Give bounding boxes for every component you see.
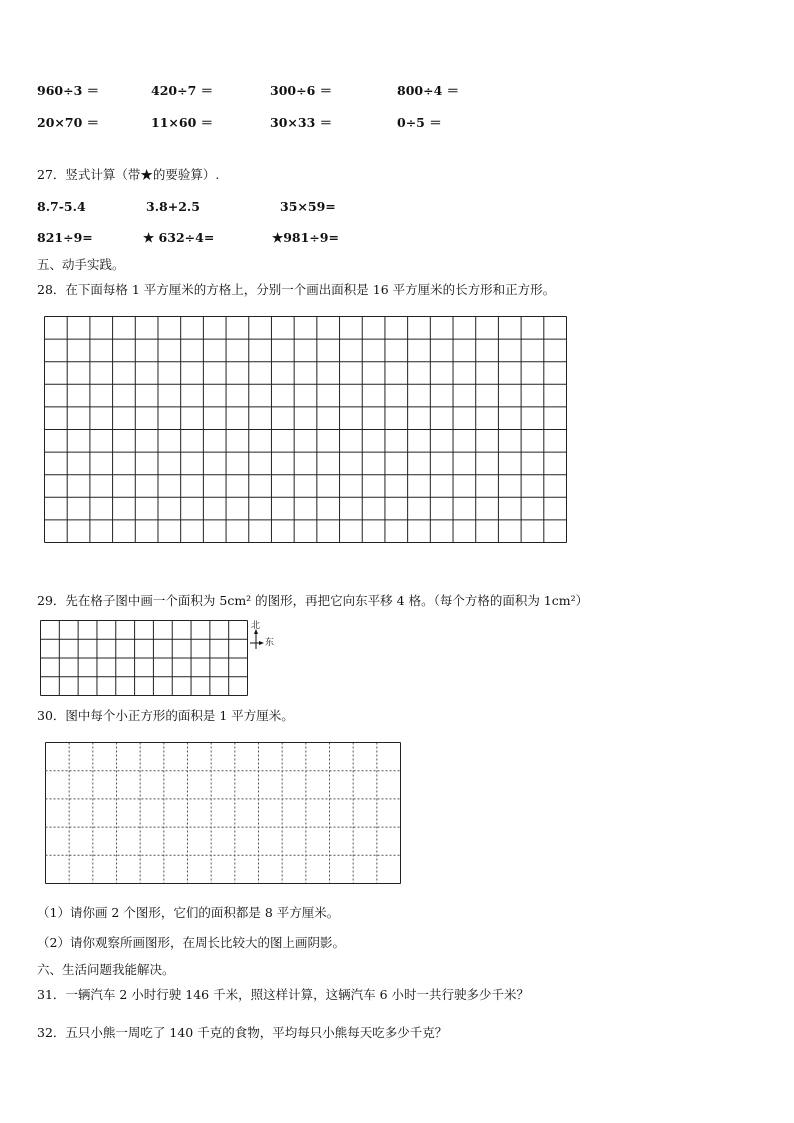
q30-sub1: （1）请你画 2 个图形，它们的面积都是 8 平方厘米。 xyxy=(37,905,340,920)
compass-north-label: 北 xyxy=(251,621,261,631)
q27-item-3: 35×59= xyxy=(280,199,336,214)
section-5-heading: 五、动手实践。 xyxy=(37,257,125,272)
q27-item-1: 8.7-5.4 xyxy=(37,199,86,214)
oral-calc-7: 30×33 ＝ xyxy=(270,115,333,130)
oral-calc-6: 11×60 ＝ xyxy=(151,115,214,130)
section-6-heading: 六、生活问题我能解决。 xyxy=(37,962,175,977)
q31-text: 31．一辆汽车 2 小时行驶 146 千米，照这样计算，这辆汽车 6 小时一共行驶多少千米？ xyxy=(37,987,530,1002)
compass-icon xyxy=(249,629,265,651)
compass-east-label: 东 xyxy=(265,638,275,648)
oral-calc-5: 20×70 ＝ xyxy=(37,115,100,130)
q29-square-grid[interactable] xyxy=(40,620,248,696)
q27-item-6: ★981÷9= xyxy=(272,230,339,245)
q30-sub2: （2）请你观察所画图形，在周长比较大的图上画阴影。 xyxy=(37,935,345,950)
oral-calc-1: 960÷3 ＝ xyxy=(37,83,100,98)
q27-item-4: 821÷9= xyxy=(37,230,93,245)
q30-text: 30．图中每个小正方形的面积是 1 平方厘米。 xyxy=(37,708,294,723)
oral-calc-8: 0÷5 ＝ xyxy=(397,115,442,130)
q28-text: 28．在下面每格 1 平方厘米的方格上，分别一个画出面积是 16 平方厘米的长方形和正方形。 xyxy=(37,282,556,297)
oral-calc-2: 420÷7 ＝ xyxy=(151,83,214,98)
q27-title: 27．竖式计算（带★的要验算）. xyxy=(37,167,220,182)
q29-text: 29．先在格子图中画一个面积为 5cm² 的图形，再把它向东平移 4 格。（每个方格的面积为 1cm²） xyxy=(37,593,589,608)
oral-calc-3: 300÷6 ＝ xyxy=(270,83,333,98)
q28-square-grid[interactable] xyxy=(44,316,567,543)
q30-square-grid[interactable] xyxy=(45,742,401,884)
q32-text: 32．五只小熊一周吃了 140 千克的食物，平均每只小熊每天吃多少千克？ xyxy=(37,1025,448,1040)
q27-item-2: 3.8+2.5 xyxy=(146,199,200,214)
oral-calc-4: 800÷4 ＝ xyxy=(397,83,460,98)
q27-item-5: ★ 632÷4= xyxy=(143,230,215,245)
